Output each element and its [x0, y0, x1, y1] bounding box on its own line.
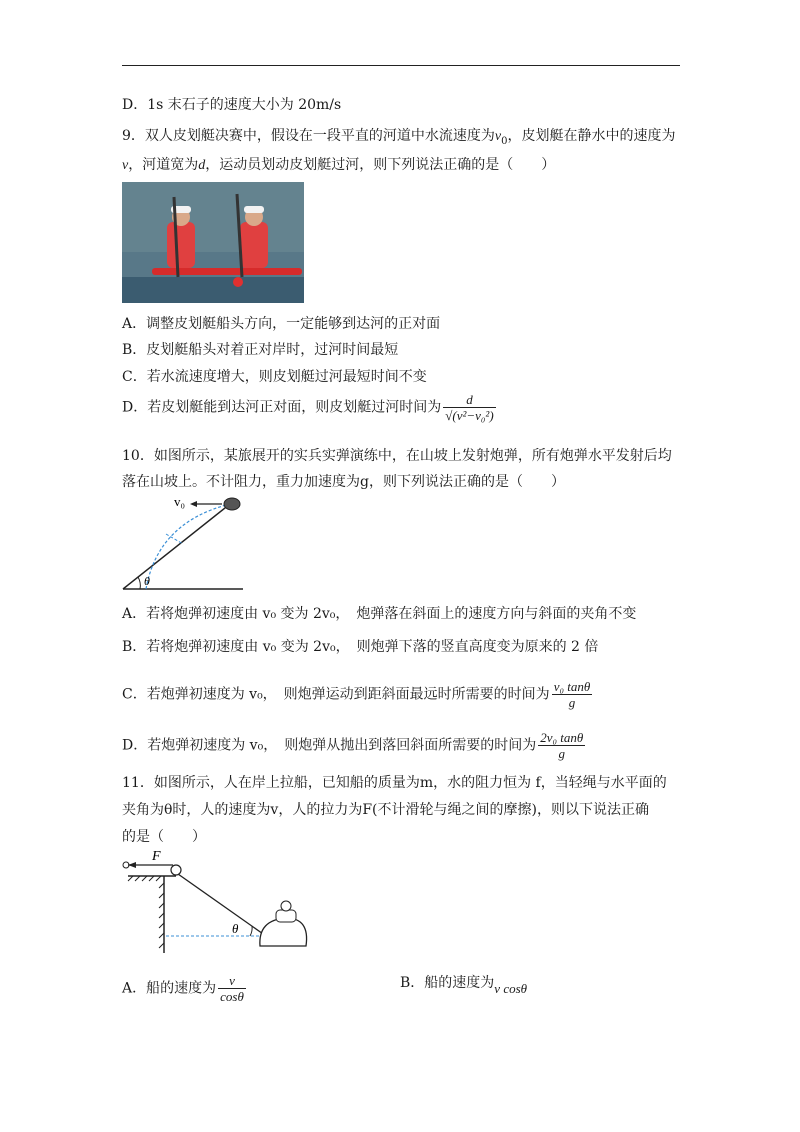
q9-stem-line1: 9．双人皮划艇决赛中，假设在一段平直的河道中水流速度为$v_0$，皮划艇在静水中的速度为 [122, 128, 676, 147]
header-rule [122, 65, 680, 66]
q10-option-d: D．若炮弹初速度为 v₀， 则炮弹从抛出到落回斜面所需要的时间为 $\frac{\text{2v₀ tanθ}}{g}$ [122, 730, 584, 761]
q10-theta-label: θ [144, 574, 150, 588]
q11-stem-line2: 夹角为θ时，人的速度为v，人的拉力为F(不计滑轮与绳之间的摩擦)，则以下说法正确 [122, 802, 649, 818]
q11-option-a: A．船的速度为 $\frac{v}{\cos\theta}$ [122, 973, 244, 1004]
q9-option-c: C．若水流速度增大，则皮划艇过河最短时间不变 [122, 369, 427, 385]
q10-option-c: C．若炮弹初速度为 v₀， 则炮弹运动到距斜面最远时所需要的时间为 $\frac{\text{v₀ tanθ}}{g}$ [122, 679, 591, 710]
q9-option-b: B．皮划艇船头对着正对岸时，过河时间最短 [122, 342, 399, 358]
q10-option-c-fraction: $\frac{\text{v₀ tanθ}}{g}$ [553, 679, 591, 710]
q10-option-b: B．若将炮弹初速度由 v₀ 变为 2v₀， 则炮弹下落的竖直高度变为原来的 2 倍 [122, 639, 599, 655]
q10-option-d-fraction: $\frac{\text{2v₀ tanθ}}{g}$ [540, 730, 584, 761]
q11-F-label: F [152, 849, 161, 864]
q11-stem-line3: 的是（ ） [122, 829, 206, 845]
q10-stem-line2: 落在山坡上。不计阻力，重力加速度为g，则下列说法正确的是（ ） [122, 474, 565, 490]
q10-stem-line1: 10．如图所示，某旅展开的实兵实弹演练中，在山坡上发射炮弹，所有炮弹水平发射后均 [122, 448, 672, 464]
q11-figure [118, 848, 318, 958]
q11-theta-label: θ [232, 921, 239, 936]
q9-option-d-fraction: $\frac{d}{\text{√(v²−v₀²)}}$ [445, 392, 494, 423]
q8-option-d: D．1s 末石子的速度大小为 20m/s [122, 97, 342, 113]
q11-stem-line1: 11．如图所示，人在岸上拉船，已知船的质量为m，水的阻力恒为 f，当轻绳与水平面的 [122, 775, 667, 791]
kayak-photo [122, 182, 304, 303]
q10-figure [118, 492, 248, 592]
q9-stem-line2: v，河道宽为d，运动员划动皮划艇过河，则下列说法正确的是（ ） [122, 157, 556, 173]
q9-option-a: A．调整皮划艇船头方向，一定能够到达河的正对面 [122, 316, 441, 332]
q11-option-b: B．船的速度为v cosθ [400, 975, 528, 996]
q10-v0-label: v₀ [174, 494, 186, 509]
q11-option-a-fraction: $\frac{v}{\cos\theta}$ [220, 973, 244, 1004]
q9-option-d: D．若皮划艇能到达河正对面，则皮划艇过河时间为 $\frac{d}{\text{√(v²−v₀²)}}$ [122, 392, 494, 423]
q10-option-a: A．若将炮弹初速度由 v₀ 变为 2v₀， 炮弹落在斜面上的速度方向与斜面的夹角不变 [122, 606, 637, 622]
